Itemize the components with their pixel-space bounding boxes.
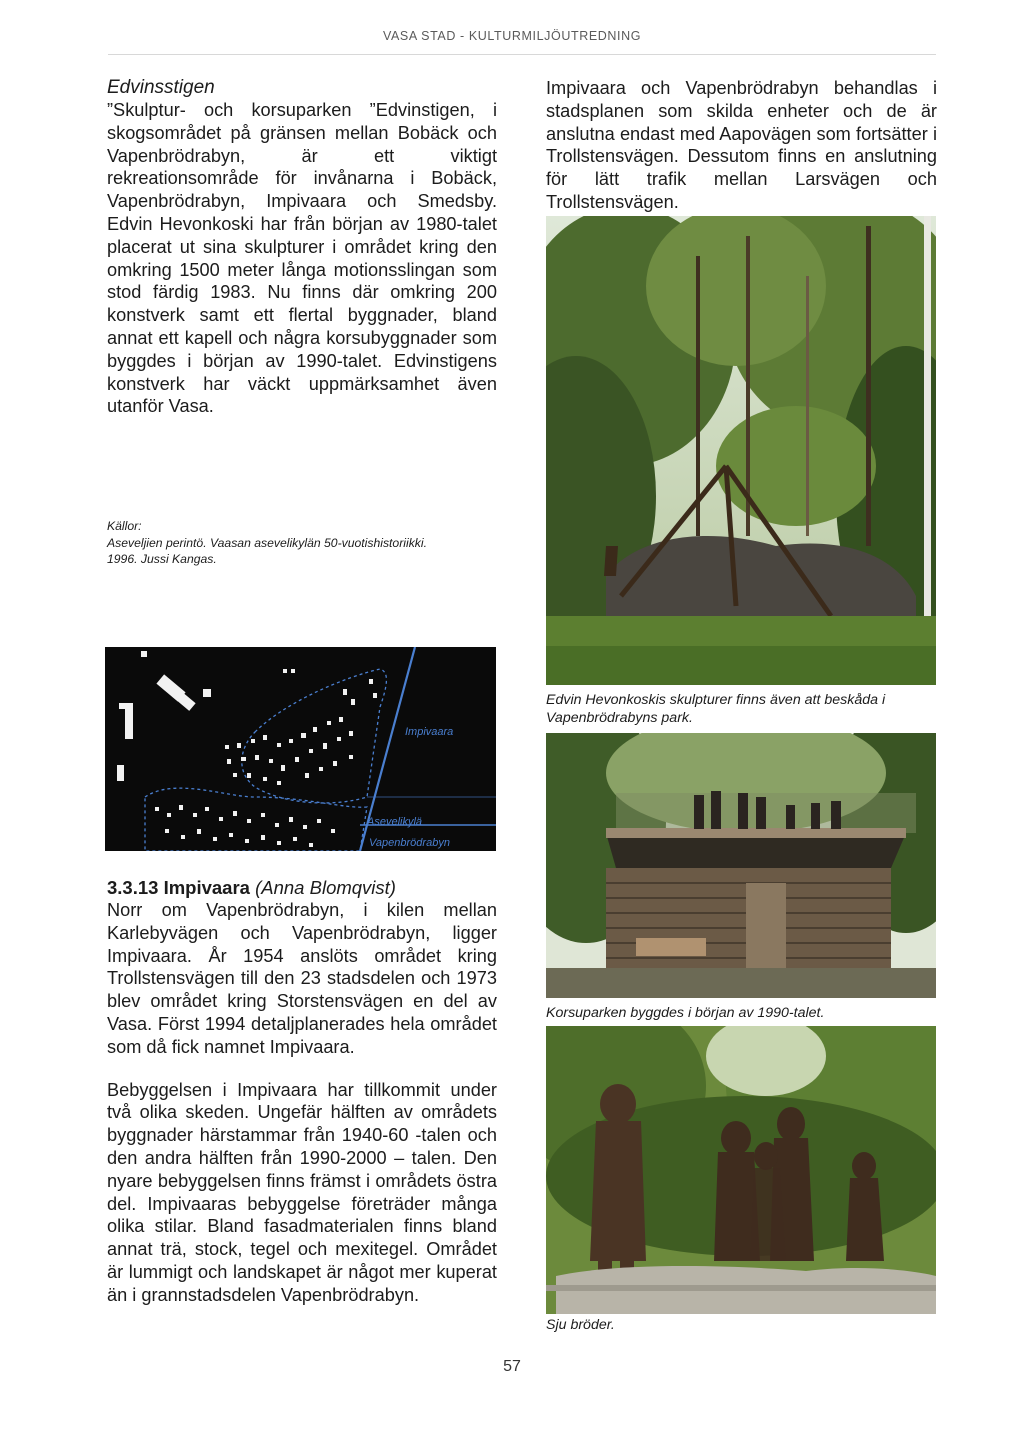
caption-2-block xyxy=(546,1004,946,1022)
impivaara-heading xyxy=(107,877,497,899)
map-label-asevelikyla: Asevelikylä xyxy=(367,816,423,828)
edvinsstigen-heading: Edvinsstigen xyxy=(107,77,215,98)
sources-line-2: 1996. Jussi Kangas. xyxy=(107,552,217,566)
right-intro xyxy=(546,77,937,214)
caption-1: Edvin Hevonkoskis skulpturer finns även att beskåda i Vapenbrödrabyns park. xyxy=(546,692,886,726)
header-divider xyxy=(108,54,936,55)
area-map xyxy=(105,647,496,851)
photo-forest-sculptures xyxy=(546,216,936,685)
photo-korsuparken xyxy=(546,733,936,998)
impivaara-section xyxy=(107,877,497,1307)
edvinsstigen-section xyxy=(107,77,497,418)
sources-line-1: Aseveljien perintö. Vaasan asevelikylän 50-vuotishistoriikki. xyxy=(107,535,427,550)
caption-3-block xyxy=(546,1316,946,1334)
caption-1-block xyxy=(546,691,946,727)
right-intro-paragraph: Impivaara och Vapenbrödrabyn behandlas i stadsplanen som skilda enheter och de är anslutna endast med Aapovägen som fortsätter i Trollstensvägen. Dessutom finns en anslutning för lätt trafik mellan Larsvägen och Trollstensvägen. xyxy=(546,78,937,212)
sources-block xyxy=(107,518,507,568)
edvinsstigen-paragraph: ”Skulptur- och korsuparken ”Edvinstigen, i skogsområdet på gränsen mellan Bobäck och Vapenbrödrabyn, är ett viktigt rekreationsområde för invånarna i Bobäck, Vapenbrödrabyn, Impivaara och Smedsby. Edvin Hevonkoski har från början av 1980-talet placerat ut sina skulpturer i området kring den omkring 1500 meter långa motionsslingan som stod färdig 1983. Nu finns där omkring 200 konstverk samt ett flertal byggnader, bland annat ett kapell och några korsubyggnader som byggdes i början av 1990-talet. Edvinstigens konstverk har väckt uppmärksamhet även utanför Vasa. xyxy=(107,100,497,417)
page-number: 57 xyxy=(503,1358,521,1375)
impivaara-heading-number: 3.3.13 xyxy=(107,877,159,898)
running-header: VASA STAD - KULTURMILJÖUTREDNING xyxy=(382,29,642,43)
map-label-vapenbrodrabyn: Vapenbrödrabyn xyxy=(369,837,450,849)
sources-label: Källor: xyxy=(107,519,142,533)
impivaara-paragraph-1: Norr om Vapenbrödrabyn, i kilen mellan Karlebyvägen och Vapenbrödrabyn, ligger Impivaara. År 1954 anslöts området kring Trollstensvägen till den 23 stadsdelen och 1973 blev området kring Storstensvägen en del av Vasa. Först 1994 detaljplanerades hela området som då fick namnet Impivaara. xyxy=(107,900,497,1057)
impivaara-heading-author: (Anna Blomqvist) xyxy=(255,877,396,898)
impivaara-paragraph-2: Bebyggelsen i Impivaara har tillkommit under två olika skeden. Ungefär hälften av områdets byggnader härstammar från 1940-60 -talen och den andra hälften från 1990-2000 – talen. Den nyare bebyggelsen finns främst i områdets östra del. Impivaaras bebyggelse företräder många olika stilar. Bland fasadmaterialen finns bland annat trä, stock, tegel och mexitegel. Området är lummigt och landskapet är något mer kuperat än i grannstadsdelen Vapenbrödrabyn. xyxy=(107,1079,497,1305)
area-map-drawing xyxy=(105,647,496,851)
impivaara-heading-title: Impivaara xyxy=(163,877,250,898)
map-label-impivaara: Impivaara xyxy=(405,726,454,738)
photo-sju-broder xyxy=(546,1026,936,1314)
caption-2: Korsuparken byggdes i början av 1990-talet. xyxy=(546,1005,825,1021)
caption-3: Sju bröder. xyxy=(546,1317,615,1333)
